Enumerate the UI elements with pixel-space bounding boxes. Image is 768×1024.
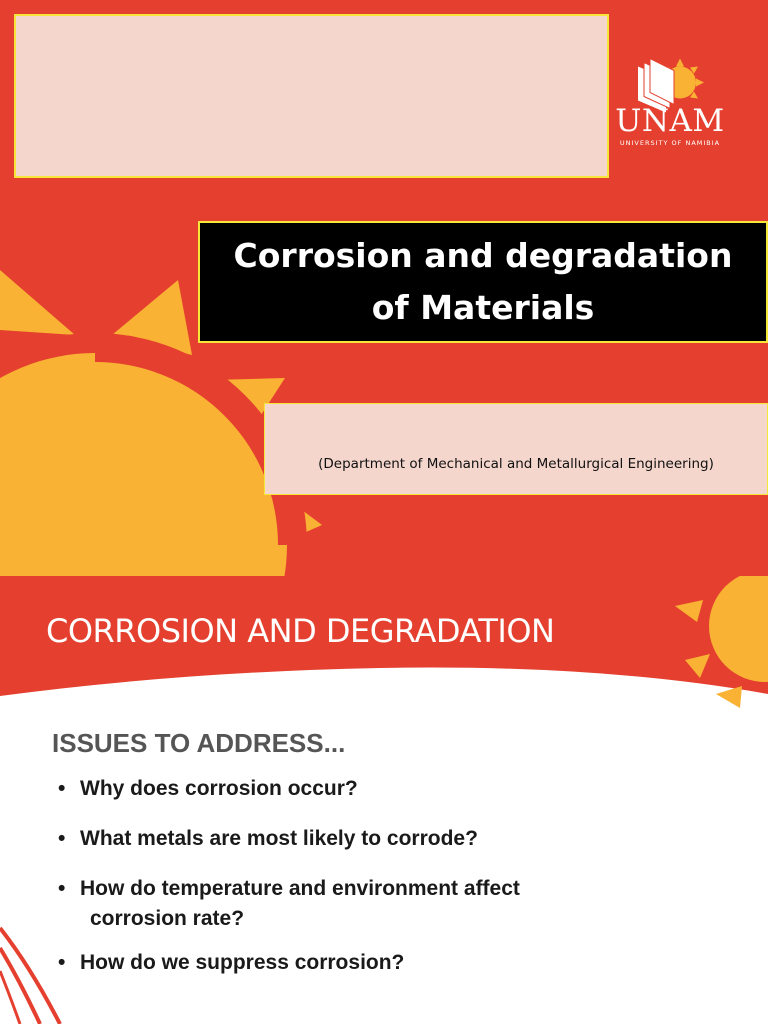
issues-title: ISSUES TO ADDRESS... <box>52 728 346 758</box>
title-line-1: Corrosion and degradation <box>233 236 733 275</box>
list-item: • What metals are most likely to corrode? <box>58 824 738 854</box>
bullet-icon: • <box>58 827 66 850</box>
slide-title <box>234 230 733 334</box>
list-item: • How do temperature and environment affect corrosion rate? <box>58 874 738 934</box>
logo-name: UNAM <box>615 103 725 139</box>
bullet-icon: • <box>58 777 66 800</box>
slide-heading: CORROSION AND DEGRADATION <box>46 612 555 650</box>
title-box <box>198 221 768 343</box>
department-box <box>264 403 768 495</box>
logo-subtitle: UNIVERSITY OF NAMIBIA <box>619 139 721 147</box>
list-item: • How do we suppress corrosion? <box>58 948 738 978</box>
list-item: • Why does corrosion occur? <box>58 774 738 804</box>
top-placeholder-box <box>14 14 609 178</box>
content-slide <box>0 576 768 1024</box>
bullet-icon: • <box>58 951 66 974</box>
bullet-icon: • <box>58 877 66 900</box>
department-text: (Department of Mechanical and Metallurgical Engineering) <box>318 456 714 472</box>
title-line-2: of Materials <box>371 288 595 327</box>
issues-list <box>58 774 738 998</box>
